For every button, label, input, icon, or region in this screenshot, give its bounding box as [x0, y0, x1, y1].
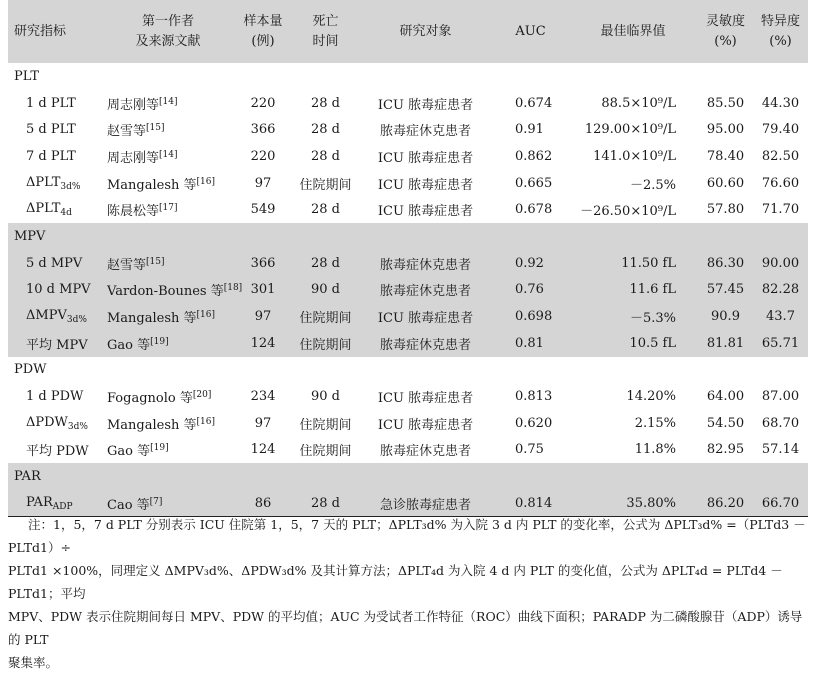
results-table: [8, 0, 808, 517]
cell-author: [103, 410, 233, 437]
indicator-subscript: ADP: [52, 501, 73, 512]
cell-indicator: [8, 410, 103, 437]
table-row: [8, 196, 808, 223]
indicator-text: 7 d PLT: [26, 148, 76, 164]
cell-subject: ICU 脓毒症患者: [377, 311, 474, 327]
author-text: Vardon-Bounes 等: [107, 284, 224, 300]
cell-auc: 0.813: [515, 389, 553, 405]
cell-cutoff: 35.80%: [626, 495, 676, 511]
cell-specificity: 44.30: [761, 95, 800, 111]
cell-author: [103, 116, 233, 143]
indicator-text: 5 d PLT: [26, 122, 76, 138]
group-row: [8, 357, 808, 384]
indicator-text: 5 d MPV: [26, 255, 83, 271]
cell-sample-size: 86: [254, 495, 272, 511]
author-text: 赵雪等: [107, 124, 147, 140]
cell-death-time: 28 d: [311, 95, 340, 111]
cell-subject: ICU 脓毒症患者: [377, 204, 474, 220]
cell-auc: 0.620: [515, 415, 553, 431]
indicator-text: 1 d PLT: [26, 95, 76, 111]
reference-marker: [18]: [223, 283, 243, 294]
cell-sensitivity: 54.50: [706, 415, 745, 431]
cell-sensitivity: 86.20: [706, 495, 745, 511]
cell-sensitivity: 57.80: [706, 202, 745, 218]
reference-marker: [20]: [192, 390, 212, 401]
author-text: 陈晨松等: [107, 204, 160, 220]
cell-subject: 脓毒症休克患者: [379, 337, 471, 353]
reference-marker: [15]: [146, 123, 165, 134]
cell-death-time: 28 d: [311, 148, 340, 164]
cell-cutoff: 141.0×10⁹/L: [593, 148, 676, 164]
cell-indicator: [8, 196, 103, 223]
cell-cutoff: 14.20%: [626, 389, 676, 405]
reference-marker: [15]: [146, 256, 165, 267]
reference-marker: [7]: [149, 496, 163, 507]
group-row: [8, 463, 808, 490]
author-text: 周志刚等: [107, 97, 160, 113]
indicator-subscript: 3d%: [60, 181, 81, 192]
cell-auc: 0.678: [515, 202, 553, 218]
cell-author: [103, 437, 233, 464]
cell-specificity: 66.70: [761, 495, 800, 511]
cell-subject: ICU 脓毒症患者: [377, 391, 474, 407]
group-label: PDW: [14, 362, 47, 378]
cell-sensitivity: 60.60: [706, 175, 745, 191]
indicator-subscript: 4d: [60, 208, 72, 219]
cell-indicator: [8, 437, 103, 464]
cell-sensitivity: 81.81: [706, 335, 745, 351]
cell-author: [103, 277, 243, 304]
cell-author: [103, 330, 233, 357]
group-row: [8, 223, 808, 250]
cell-auc: 0.92: [515, 255, 544, 271]
cell-death-time: 90 d: [311, 389, 340, 405]
cell-subject: ICU 脓毒症患者: [377, 417, 474, 433]
cell-sample-size: 366: [250, 122, 276, 138]
cell-author: [103, 383, 233, 410]
cell-cutoff: －26.50×10⁹/L: [580, 204, 676, 220]
cell-death-time: 住院期间: [299, 311, 352, 327]
cell-death-time: 住院期间: [299, 444, 352, 460]
cell-specificity: 43.7: [766, 309, 795, 325]
table-row: [8, 437, 808, 464]
cell-author: [103, 303, 233, 330]
cell-indicator: [8, 303, 103, 330]
cell-indicator: [8, 170, 103, 197]
cell-sample-size: 301: [250, 282, 276, 298]
cell-sensitivity: 85.50: [706, 95, 745, 111]
cell-specificity: 71.70: [761, 202, 800, 218]
cell-indicator: [8, 90, 103, 117]
reference-marker: [19]: [150, 336, 169, 347]
table-row: [8, 170, 808, 197]
author-text: Mangalesh 等: [107, 177, 197, 193]
cell-indicator: [8, 250, 103, 277]
cell-auc: 0.91: [515, 122, 544, 138]
cell-sample-size: 549: [250, 202, 276, 218]
indicator-subscript: 3d%: [67, 421, 88, 432]
table-row: [8, 277, 808, 304]
table-row: [8, 303, 808, 330]
cell-death-time: 住院期间: [299, 417, 352, 433]
reference-marker: [19]: [150, 443, 169, 454]
cell-auc: 0.81: [515, 335, 544, 351]
cell-indicator: [8, 143, 103, 170]
indicator-text: 平均 MPV: [26, 337, 88, 353]
cell-auc: 0.76: [515, 282, 544, 298]
author-text: 赵雪等: [107, 257, 147, 273]
cell-subject: 脓毒症休克患者: [379, 444, 471, 460]
table-row: [8, 383, 808, 410]
header-sample-size: 样本量 (例): [243, 13, 283, 49]
cell-author: [103, 90, 233, 117]
reference-marker: [16]: [196, 416, 216, 427]
cell-specificity: 87.00: [761, 389, 800, 405]
cell-auc: 0.674: [515, 95, 553, 111]
group-row: [8, 63, 808, 90]
cell-indicator: [8, 277, 103, 304]
cell-auc: 0.814: [515, 495, 553, 511]
indicator-text: ΔPLT: [26, 201, 61, 217]
indicator-text: PAR: [26, 494, 53, 510]
cell-sample-size: 234: [250, 389, 276, 405]
cell-cutoff: 2.15%: [634, 415, 676, 431]
footnote-line: MPV、PDW 表示住院期间每日 MPV、PDW 的平均值；AUC 为受试者工作特征（ROC）曲线下面积；PARADP 为二磷酸腺苷（ADP）诱导的 PLT: [8, 609, 803, 647]
table-row: [8, 410, 808, 437]
cell-sample-size: 97: [254, 415, 272, 431]
cell-sensitivity: 64.00: [706, 389, 745, 405]
header-author: 第一作者 及来源文献: [135, 13, 201, 49]
indicator-text: ΔPLT: [26, 174, 61, 190]
indicator-text: ΔMPV: [26, 308, 67, 324]
cell-sensitivity: 95.00: [706, 122, 745, 138]
cell-sample-size: 97: [254, 175, 272, 191]
reference-marker: [16]: [196, 310, 216, 321]
cell-specificity: 68.70: [761, 415, 800, 431]
table-container: [8, 0, 808, 517]
cell-cutoff: 10.5 fL: [629, 335, 676, 351]
cell-subject: 脓毒症休克患者: [379, 284, 471, 300]
cell-indicator: [8, 116, 103, 143]
cell-indicator: [8, 330, 103, 357]
cell-specificity: 65.71: [761, 335, 800, 351]
cell-death-time: 住院期间: [299, 177, 352, 193]
cell-sensitivity: 57.45: [706, 282, 745, 298]
cell-indicator: [8, 383, 103, 410]
header-cutoff: 最佳临界值: [600, 23, 666, 39]
header-subject: 研究对象: [399, 23, 452, 39]
cell-death-time: 住院期间: [299, 337, 352, 353]
cell-auc: 0.75: [515, 442, 544, 458]
cell-subject: ICU 脓毒症患者: [377, 150, 474, 166]
cell-sample-size: 124: [250, 335, 276, 351]
header-specificity: 特异度 (%): [760, 13, 800, 49]
table-row: [8, 250, 808, 277]
cell-cutoff: 129.00×10⁹/L: [584, 122, 676, 138]
cell-specificity: 90.00: [761, 255, 800, 271]
cell-sensitivity: 82.95: [706, 442, 745, 458]
cell-death-time: 28 d: [311, 255, 340, 271]
cell-cutoff: 88.5×10⁹/L: [601, 95, 676, 111]
author-text: 周志刚等: [107, 150, 160, 166]
cell-cutoff: 11.50 fL: [621, 255, 676, 271]
footnote-line: 聚集率。: [8, 655, 59, 670]
table-header: [8, 0, 808, 63]
cell-sample-size: 366: [250, 255, 276, 271]
cell-subject: ICU 脓毒症患者: [377, 97, 474, 113]
author-text: Mangalesh 等: [107, 311, 197, 327]
cell-author: [103, 143, 233, 170]
author-text: Cao 等: [107, 497, 150, 513]
author-text: Fogagnolo 等: [107, 391, 193, 407]
header-death-time: 死亡 时间: [312, 13, 339, 49]
reference-marker: [16]: [196, 176, 216, 187]
header-indicator: 研究指标: [14, 23, 67, 39]
cell-death-time: 28 d: [311, 495, 340, 511]
cell-death-time: 28 d: [311, 202, 340, 218]
cell-subject: 脓毒症休克患者: [379, 257, 471, 273]
cell-author: [103, 170, 233, 197]
cell-sample-size: 124: [250, 442, 276, 458]
cell-sample-size: 220: [250, 148, 276, 164]
cell-sample-size: 97: [254, 309, 272, 325]
header-auc: AUC: [515, 23, 546, 39]
cell-cutoff: 11.8%: [634, 442, 676, 458]
table-row: [8, 143, 808, 170]
author-text: Gao 等: [107, 444, 151, 460]
cell-death-time: 28 d: [311, 122, 340, 138]
cell-cutoff: －5.3%: [629, 311, 676, 327]
indicator-text: 10 d MPV: [26, 282, 91, 298]
cell-author: [103, 196, 233, 223]
table-row: [8, 90, 808, 117]
indicator-subscript: 3d%: [66, 315, 87, 326]
author-text: Gao 等: [107, 337, 151, 353]
cell-subject: 脓毒症休克患者: [379, 124, 471, 140]
cell-specificity: 79.40: [761, 122, 800, 138]
reference-marker: [17]: [159, 203, 178, 214]
cell-sensitivity: 78.40: [706, 148, 745, 164]
cell-sensitivity: 90.9: [711, 309, 740, 325]
reference-marker: [14]: [159, 149, 178, 160]
cell-author: [103, 250, 233, 277]
cell-auc: 0.665: [515, 175, 553, 191]
indicator-text: 平均 PDW: [26, 444, 89, 460]
cell-specificity: 57.14: [761, 442, 800, 458]
cell-sample-size: 220: [250, 95, 276, 111]
cell-cutoff: －2.5%: [629, 177, 676, 193]
cell-death-time: 90 d: [311, 282, 340, 298]
cell-specificity: 76.60: [761, 175, 800, 191]
reference-marker: [14]: [159, 96, 178, 107]
table-row: [8, 116, 808, 143]
author-text: Mangalesh 等: [107, 417, 197, 433]
indicator-text: 1 d PDW: [26, 389, 84, 405]
cell-auc: 0.862: [515, 148, 553, 164]
group-label: PLT: [14, 68, 39, 84]
cell-auc: 0.698: [515, 309, 553, 325]
cell-specificity: 82.50: [761, 148, 800, 164]
cell-subject: ICU 脓毒症患者: [377, 177, 474, 193]
footnote-line: PLTd1 ×100%，同理定义 ΔMPV₃d%、ΔPDW₃d% 及其计算方法；ΔPLT₄d 为入院 4 d 内 PLT 的变化值，公式为 ΔPLT₄d = PLTd4 － PLTd1；平均: [8, 563, 783, 601]
cell-cutoff: 11.6 fL: [629, 282, 676, 298]
table-footnote: [8, 513, 808, 674]
group-label: MPV: [14, 228, 46, 244]
footnote-line: 注：1，5，7 d PLT 分别表示 ICU 住院第 1，5，7 天的 PLT；ΔPLT₃d% 为入院 3 d 内 PLT 的变化率，公式为 ΔPLT₃d% =（PLTd3 － PLTd1）÷: [8, 517, 806, 555]
indicator-text: ΔPDW: [26, 414, 68, 430]
cell-sensitivity: 86.30: [706, 255, 745, 271]
table-body: [8, 63, 808, 517]
table-row: [8, 330, 808, 357]
cell-specificity: 82.28: [761, 282, 800, 298]
cell-subject: 急诊脓毒症患者: [379, 497, 471, 513]
header-sensitivity: 灵敏度 (%): [705, 13, 745, 49]
group-label: PAR: [14, 469, 41, 485]
